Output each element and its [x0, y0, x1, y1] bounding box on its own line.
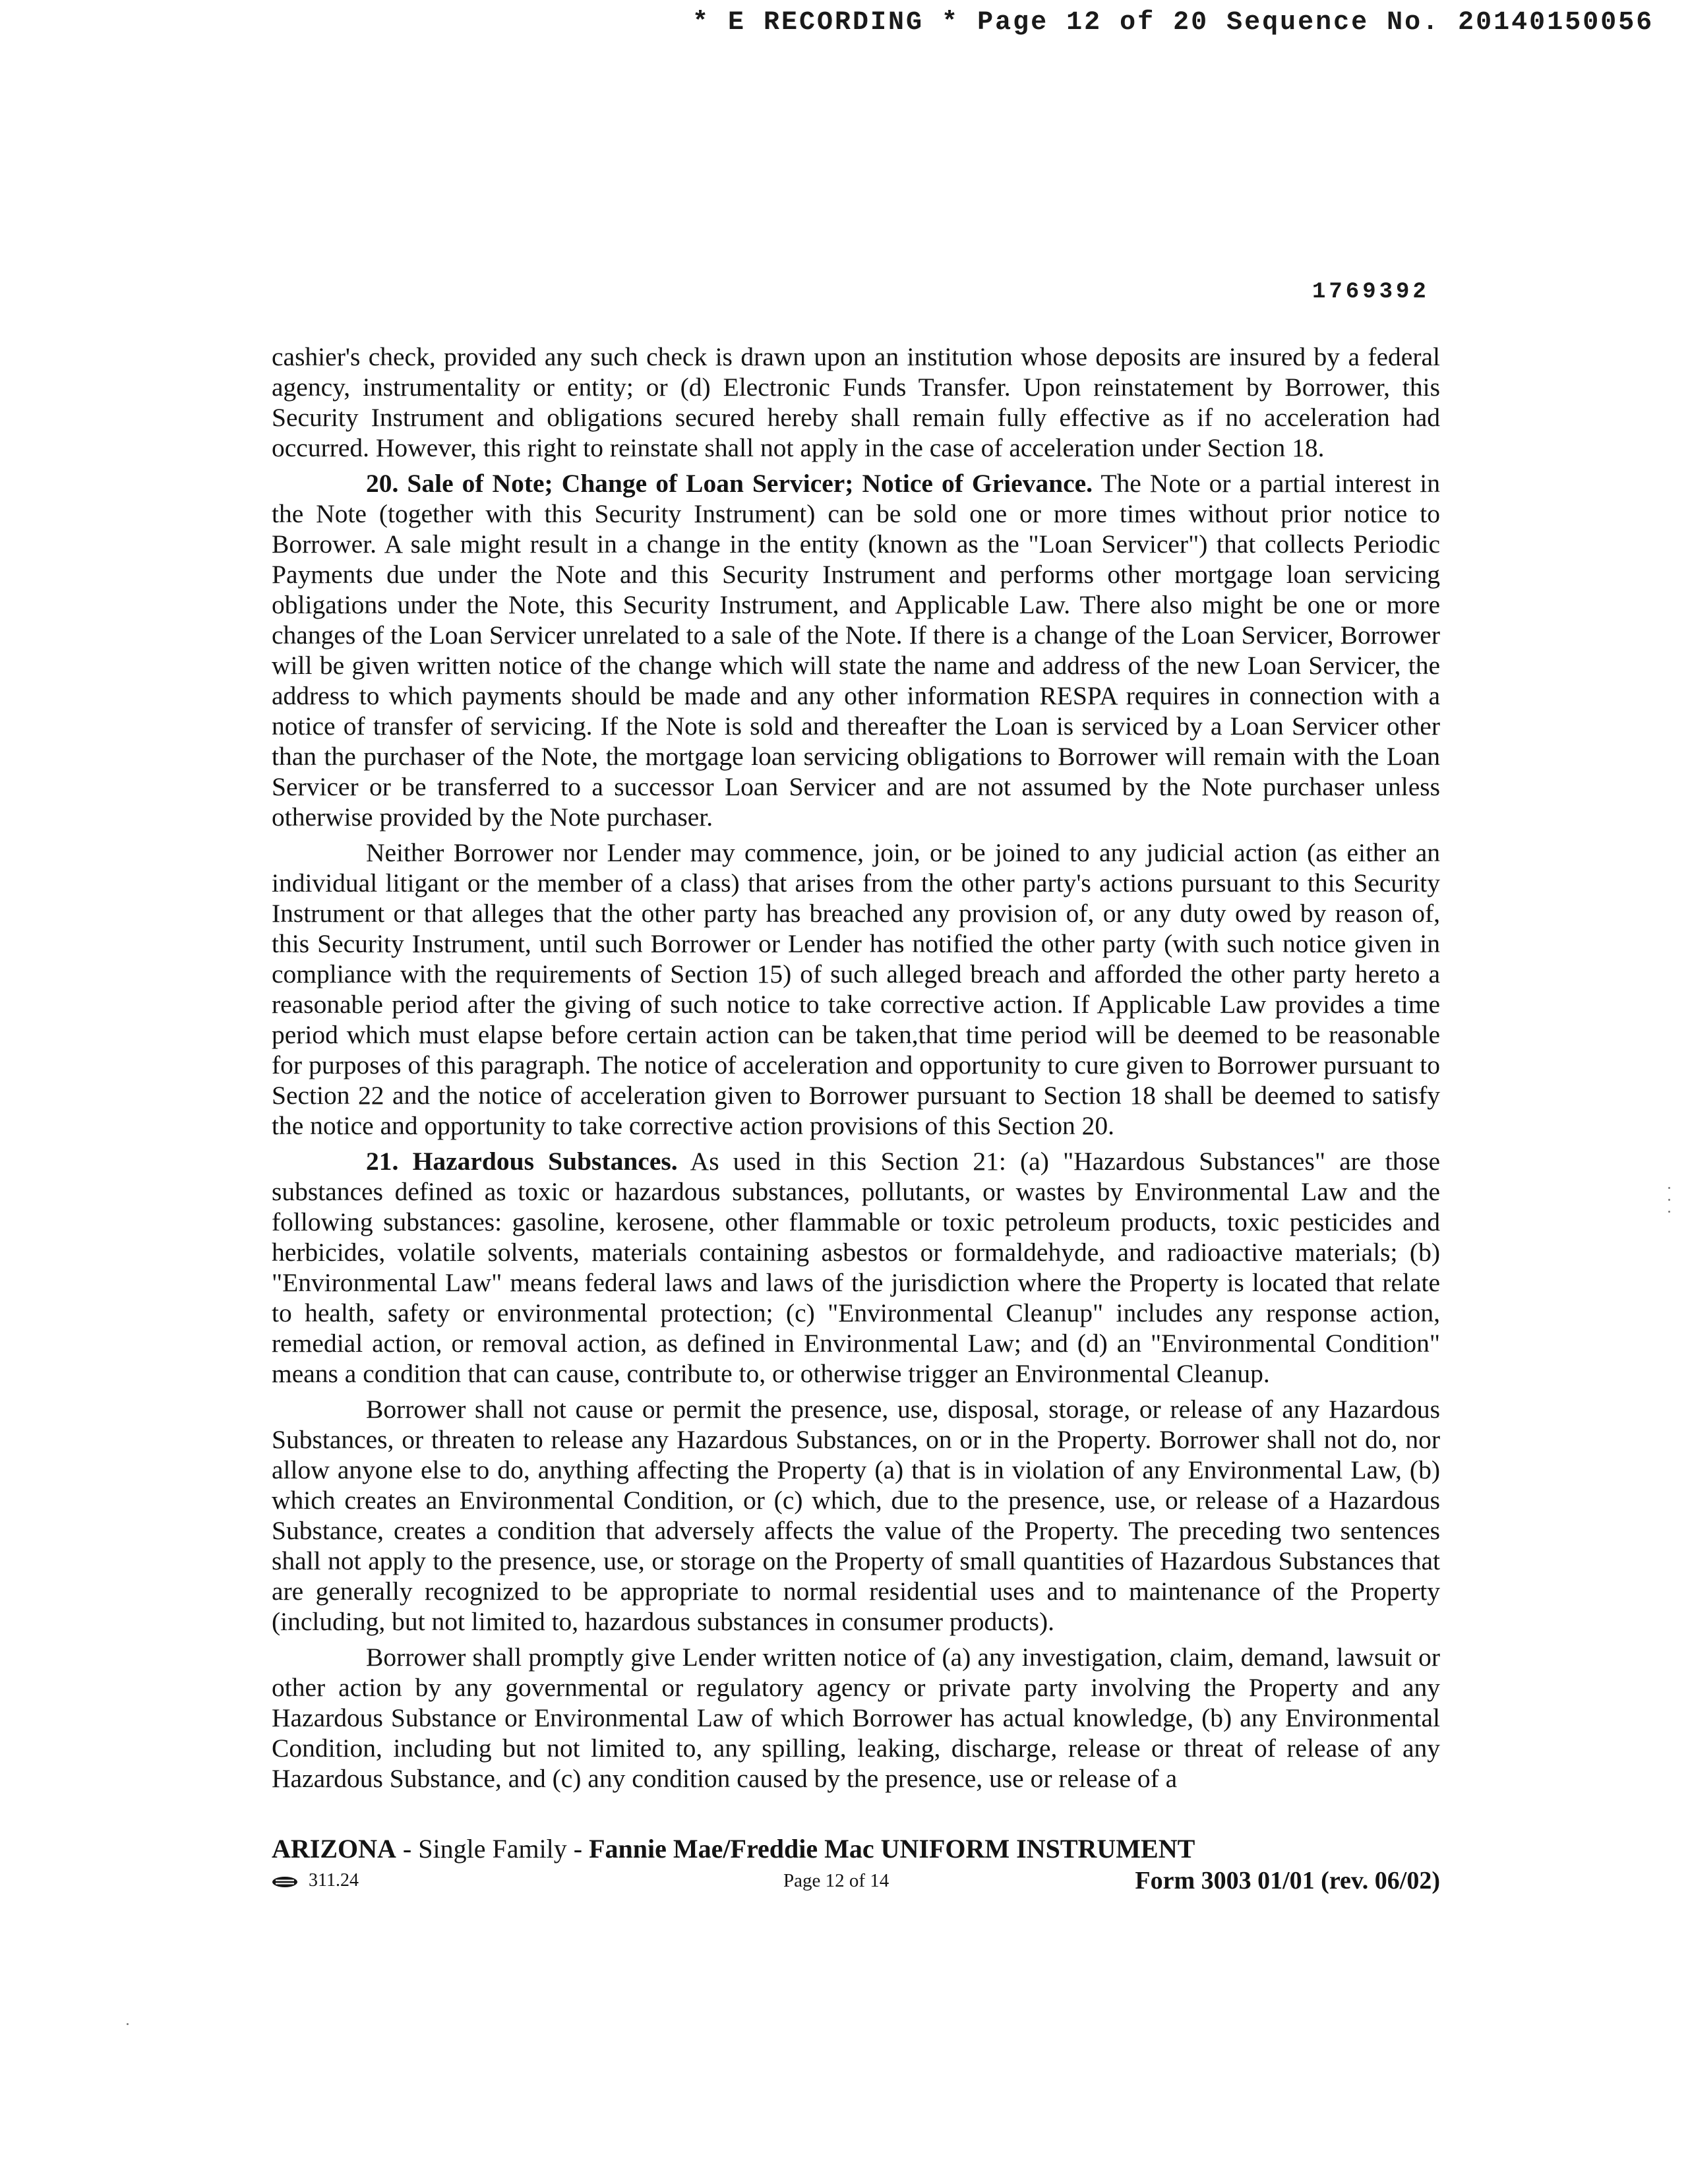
recording-header: * E RECORDING * Page 12 of 20 Sequence No. 20140150056	[692, 8, 1654, 38]
document-number: 1769392	[1312, 280, 1430, 305]
paragraph-borrower-not-cause: Borrower shall not cause or permit the presence, use, disposal, storage, or release of any Hazardous Substances, or threaten to release any Hazardous Substances, on or in the Property. Borrower shall not do, nor allow anyone else to do, anything affecting the Property (a) that is in violation of any Environmental Law, (b) which creates an Environmental Condition, or (c) which, due to the presence, use, or release of a Hazardous Substance, creates a condition that adversely affects the value of the Property. The preceding two sentences shall not apply to the presence, use, or storage on the Property of small quantities of Hazardous Substances that are generally recognized to be appropriate to normal residential uses and to maintenance of the Property (including, but not limited to, hazardous substances in consumer products).	[272, 1395, 1440, 1636]
scan-speck	[1668, 1187, 1670, 1189]
footer-title	[272, 1833, 1440, 1865]
document-body	[272, 342, 1440, 1799]
footer-form-number: Form 3003 01/01 (rev. 06/02)	[1135, 1867, 1440, 1895]
section-21-heading: 21. Hazardous Substances.	[366, 1147, 678, 1176]
paragraph-borrower-notice: Borrower shall promptly give Lender written notice of (a) any investigation, claim, demand, lawsuit or other action by any governmental or regulatory agency or private party involving the Property and any Hazardous Substance or Environmental Law of which Borrower has actual knowledge, (b) any Environmental Condition, including but not limited to, any spilling, leaking, discharge, release or threat of release of any Hazardous Substance, and (c) any condition caused by the presence, use or release of a	[272, 1643, 1440, 1793]
footer-page-number: Page 12 of 14	[783, 1870, 889, 1891]
paragraph-section-20	[272, 468, 1440, 832]
paragraph-reinstatement-continued: cashier's check, provided any such check is drawn upon an institution whose deposits are insured by a federal agency, instrumentality or entity; or (d) Electronic Funds Transfer. Upon reinstatement by Borrower, this Security Instrument and obligations secured hereby shall remain fully effective as if no acceleration had occurred. However, this right to reinstate shall not apply in the case of acceleration under Section 18.	[272, 342, 1440, 462]
footer-family: - Single Family -	[396, 1834, 589, 1864]
paragraph-section-21	[272, 1146, 1440, 1389]
scan-speck	[1668, 1211, 1670, 1213]
paragraph-judicial-action: Neither Borrower nor Lender may commence, join, or be joined to any judicial action (as either an individual litigant or the member of a class) that arises from the other party's actions pursuant to this Security Instrument or that alleges that the other party has breached any provision of, or any duty owed by reason of, this Security Instrument, until such Borrower or Lender has notified the other party (with such notice given in compliance with the requirements of Section 15) of such alleged breach and afforded the other party hereto a reasonable period after the giving of such notice to take corrective action. If Applicable Law provides a time period which must elapse before certain action can be taken,that time period will be deemed to be reasonable for purposes of this paragraph. The notice of acceleration and opportunity to cure given to Borrower pursuant to Section 22 and the notice of acceleration given to Borrower pursuant to Section 18 shall be deemed to satisfy the notice and opportunity to take corrective action provisions of this Section 20.	[272, 838, 1440, 1140]
footer-code-group	[272, 1870, 359, 1891]
form-footer	[272, 1833, 1440, 1896]
section-20-text: The Note or a partial interest in the Note (together with this Security Instrument) can be sold one or more times without prior notice to Borrower. A sale might result in a change in the entity (known as the "Loan Servicer") that collects Periodic Payments due under the Note and this Security Instrument and performs other mortgage loan servicing obligations under the Note, this Security Instrument, and Applicable Law. There also might be one or more changes of the Loan Servicer unrelated to a sale of the Note. If there is a change of the Loan Servicer, Borrower will be given written notice of the change which will state the name and address of the new Loan Servicer, the address to which payments should be made and any other information RESPA requires in connection with a notice of transfer of servicing. If the Note is sold and thereafter the Loan is serviced by a Loan Servicer other than the purchaser of the Note, the mortgage loan servicing obligations to Borrower will remain with the Loan Servicer or be transferred to a successor Loan Servicer and are not assumed by the Note purchaser unless otherwise provided by the Note purchaser.	[272, 469, 1440, 832]
form-logo-icon	[272, 1876, 298, 1888]
section-21-text: As used in this Section 21: (a) "Hazardous Substances" are those substances defined as toxic or hazardous substances, pollutants, or wastes by Environmental Law and the following substances: gasoline, kerosene, other flammable or toxic petroleum products, toxic pesticides and herbicides, volatile solvents, materials containing asbestos or formaldehyde, and radioactive materials; (b) "Environmental Law" means federal laws and laws of the jurisdiction where the Property is located that relate to health, safety or environmental protection; (c) "Environmental Cleanup" includes any response action, remedial action, or removal action, as defined in Environmental Law; and (d) an "Environmental Condition" means a condition that can cause, contribute to, or otherwise trigger an Environmental Cleanup.	[272, 1147, 1440, 1388]
footer-state: ARIZONA	[272, 1834, 396, 1864]
scan-speck	[1668, 1199, 1670, 1201]
footer-meta	[272, 1866, 1440, 1896]
scan-speck	[127, 2023, 129, 2025]
footer-instrument: Fannie Mae/Freddie Mac UNIFORM INSTRUMENT	[589, 1834, 1195, 1864]
section-20-heading: 20. Sale of Note; Change of Loan Servicer; Notice of Grievance.	[366, 469, 1093, 498]
footer-code: 311.24	[309, 1870, 359, 1891]
